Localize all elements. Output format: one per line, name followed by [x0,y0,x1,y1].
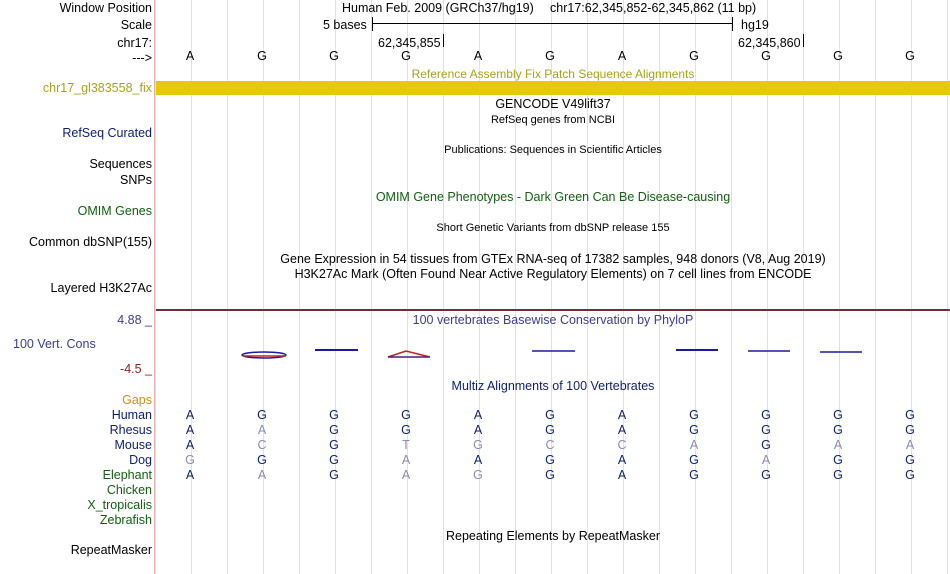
alignment-base: T [402,438,410,452]
alignment-base: G [833,453,843,467]
alignment-base: A [617,408,627,422]
alignment-base: G [833,468,843,482]
sequences-track-title: Publications: Sequences in Scientific Articles [444,144,662,156]
scale-bar-left-tick [372,17,373,31]
alignment-base: G [545,453,555,467]
snps-track-label[interactable]: SNPs [120,173,152,187]
alignment-base: A [473,423,483,437]
scale-text: 5 bases [323,18,367,32]
alignment-base: G [905,468,915,482]
scale-label[interactable]: Scale [120,18,152,32]
alignment-base: C [617,438,627,452]
fix-patch-alignment-bar[interactable] [156,81,950,95]
ruler-base: G [329,49,339,63]
alignment-base: A [617,423,627,437]
alignment-base: A [617,468,627,482]
alignment-base: A [905,438,915,452]
alignment-base: A [761,453,771,467]
alignment-base: C [257,438,267,452]
fix-patch-track-label[interactable]: chr17_gl383558_fix [42,81,152,95]
sequences-track-label[interactable]: Sequences [89,157,152,171]
alignment-base: G [257,408,267,422]
ruler-base: G [545,49,555,63]
alignment-base: G [833,423,843,437]
alignment-base: G [761,408,771,422]
coordinate-right-tick [803,34,804,47]
omim-track-label[interactable]: OMIM Genes [77,204,152,218]
scale-bar-right-tick [732,17,733,31]
species-label-x_tropicalis[interactable]: X_tropicalis [87,498,152,512]
cons-axis-min: -4.5 _ [120,362,152,376]
position-text: chr17:62,345,852-62,345,862 (11 bp) [550,1,757,15]
alignment-base: A [401,468,411,482]
coordinate-left-tick [443,34,444,47]
alignment-base: G [401,423,411,437]
alignment-base: G [689,423,699,437]
alignment-base: C [545,438,555,452]
gencode-track-title: GENCODE V49lift37 [495,97,611,111]
refseq-track-title: RefSeq genes from NCBI [490,114,616,126]
alignment-base: G [473,438,483,452]
alignment-base: A [185,408,195,422]
ruler-base: A [185,49,195,63]
gtex-track-title: Gene Expression in 54 tissues from GTEx RNA-seq of 17382 samples, 948 donors (V8, Aug 2019) [280,252,826,266]
alignment-base: G [545,468,555,482]
fix-patch-track-title: Reference Assembly Fix Patch Sequence Alignments [411,67,695,81]
chrom-label[interactable]: chr17: [117,36,152,50]
alignment-base: A [689,438,699,452]
alignment-base: G [689,468,699,482]
alignment-base: G [473,468,483,482]
db-text: hg19 [741,18,769,32]
cons-axis-max: 4.88 _ [117,313,152,327]
alignment-base: A [473,453,483,467]
alignment-base: G [689,453,699,467]
alignment-base: A [833,438,843,452]
species-label-human[interactable]: Human [111,408,152,422]
ruler-base: A [617,49,627,63]
cons-track-label[interactable]: 100 Vert. Cons [13,337,96,351]
alignment-base: G [329,468,339,482]
repeatmasker-track-label[interactable]: RepeatMasker [70,543,152,557]
ruler-base: G [833,49,843,63]
window-position-label[interactable]: Window Position [59,1,152,15]
species-label-chicken[interactable]: Chicken [106,483,152,497]
h3k27ac-track-title: H3K27Ac Mark (Often Found Near Active Regulatory Elements) on 7 cell lines from ENCODE [294,267,812,281]
alignment-base: A [257,423,267,437]
alignment-base: G [545,423,555,437]
alignment-base: G [905,408,915,422]
assembly-text: Human Feb. 2009 (GRCh37/hg19) [342,1,534,15]
dbsnp-track-label[interactable]: Common dbSNP(155) [29,235,152,249]
alignment-base: G [185,453,195,467]
species-label-rhesus[interactable]: Rhesus [109,423,152,437]
ruler-base: G [689,49,699,63]
alignment-base: A [257,468,267,482]
ruler-base: G [905,49,915,63]
species-label-mouse[interactable]: Mouse [114,438,152,452]
omim-track-title: OMIM Gene Phenotypes - Dark Green Can Be Disease-causing [375,190,731,204]
h3k27ac-track-label[interactable]: Layered H3K27Ac [50,281,152,295]
alignment-base: A [617,453,627,467]
alignment-base: G [329,423,339,437]
alignment-base: A [401,453,411,467]
alignment-base: G [329,453,339,467]
ruler-base: G [257,49,267,63]
species-label-elephant[interactable]: Elephant [102,468,152,482]
strand-arrow-label[interactable]: ---> [132,51,152,65]
alignment-base: G [761,423,771,437]
track-group-divider [156,309,950,311]
alignment-base: A [473,408,483,422]
ruler-base: G [761,49,771,63]
alignment-base: G [761,468,771,482]
alignment-base: G [545,408,555,422]
alignment-base: A [185,468,195,482]
alignment-base: G [761,438,771,452]
alignment-base: G [329,438,339,452]
dbsnp-track-title: Short Genetic Variants from dbSNP release 155 [436,222,670,234]
coordinate-left: 62,345,855 [378,36,441,50]
refseq-track-label[interactable]: RefSeq Curated [62,126,152,140]
ruler-base: G [401,49,411,63]
species-label-dog[interactable]: Dog [129,453,152,467]
coordinate-right: 62,345,860 [738,36,801,50]
alignment-base: G [401,408,411,422]
species-label-zebrafish[interactable]: Zebrafish [99,513,152,527]
alignment-base: G [257,453,267,467]
alignment-base: G [833,408,843,422]
multiz-track-title: Multiz Alignments of 100 Vertebrates [451,379,655,393]
alignment-base: A [185,438,195,452]
alignment-base: G [905,453,915,467]
ruler-base: A [473,49,483,63]
alignment-base: G [905,423,915,437]
alignment-base: A [185,423,195,437]
alignment-base: G [689,408,699,422]
repeatmasker-track-title: Repeating Elements by RepeatMasker [445,529,660,543]
alignment-base: G [329,408,339,422]
scale-bar [373,23,732,24]
gaps-label[interactable]: Gaps [122,393,152,407]
cons-track-title: 100 vertebrates Basewise Conservation by PhyloP [412,313,694,327]
